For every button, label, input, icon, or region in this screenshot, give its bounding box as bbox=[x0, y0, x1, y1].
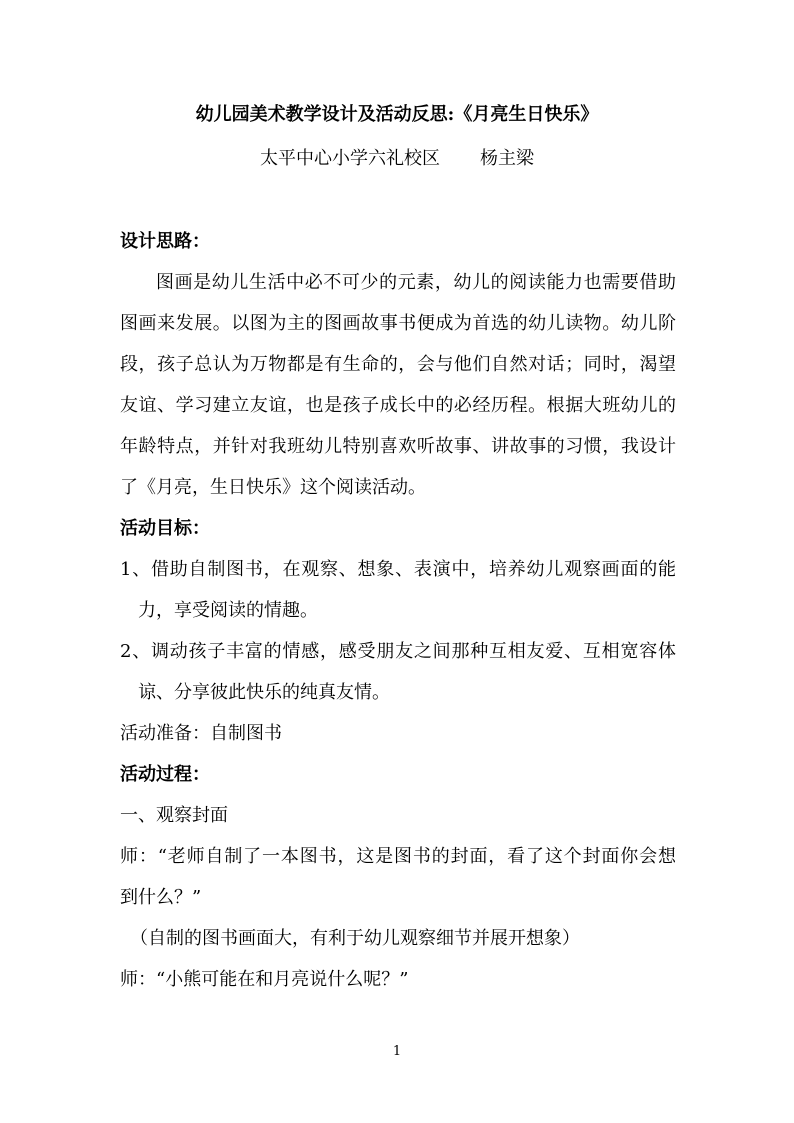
note-line: （自制的图书画面大，有利于幼儿观察细节并展开想象） bbox=[130, 928, 580, 949]
question-line: 到什么？” bbox=[120, 887, 202, 908]
goal-line: 1、借助自制图书，在观察、想象、表演中，培养幼儿观察画面的能 bbox=[120, 559, 676, 580]
design-line: 图画来发展。以图为主的图画故事书便成为首选的幼儿读物。幼儿阶 bbox=[120, 313, 676, 334]
design-line: 友谊、学习建立友谊，也是孩子成长中的必经历程。根据大班幼儿的 bbox=[120, 395, 676, 416]
author-school: 太平中心小学六礼校区 bbox=[260, 148, 440, 169]
question-line: 师：“老师自制了一本图书，这是图书的封面，看了这个封面你会想 bbox=[120, 846, 676, 867]
question-line: 师：“小熊可能在和月亮说什么呢？” bbox=[120, 969, 409, 990]
design-line: 图画是幼儿生活中必不可少的元素，幼儿的阅读能力也需要借助 bbox=[156, 272, 676, 293]
document-title: 幼儿园美术教学设计及活动反思:《月亮生日快乐》 bbox=[195, 104, 599, 125]
goal-line: 2、调动孩子丰富的情感，感受朋友之间那种互相友爱、互相宽容体 bbox=[120, 641, 676, 662]
goals-heading: 活动目标： bbox=[120, 518, 210, 539]
step-one: 一、观察封面 bbox=[120, 805, 228, 826]
author-line bbox=[0, 147, 794, 171]
author-name: 杨主梁 bbox=[480, 148, 534, 169]
goal-line: 谅、分享彼此快乐的纯真友情。 bbox=[138, 682, 390, 703]
design-heading: 设计思路： bbox=[120, 231, 210, 252]
goal-line: 力，享受阅读的情趣。 bbox=[138, 600, 318, 621]
page-number: 1 bbox=[392, 1044, 402, 1059]
design-line: 了《月亮，生日快乐》这个阅读活动。 bbox=[120, 477, 426, 498]
process-heading: 活动过程： bbox=[120, 764, 210, 785]
preparation-line: 活动准备：自制图书 bbox=[120, 723, 282, 744]
design-line: 段，孩子总认为万物都是有生命的，会与他们自然对话；同时，渴望 bbox=[120, 354, 676, 375]
design-line: 年龄特点，并针对我班幼儿特别喜欢听故事、讲故事的习惯，我设计 bbox=[120, 436, 676, 457]
